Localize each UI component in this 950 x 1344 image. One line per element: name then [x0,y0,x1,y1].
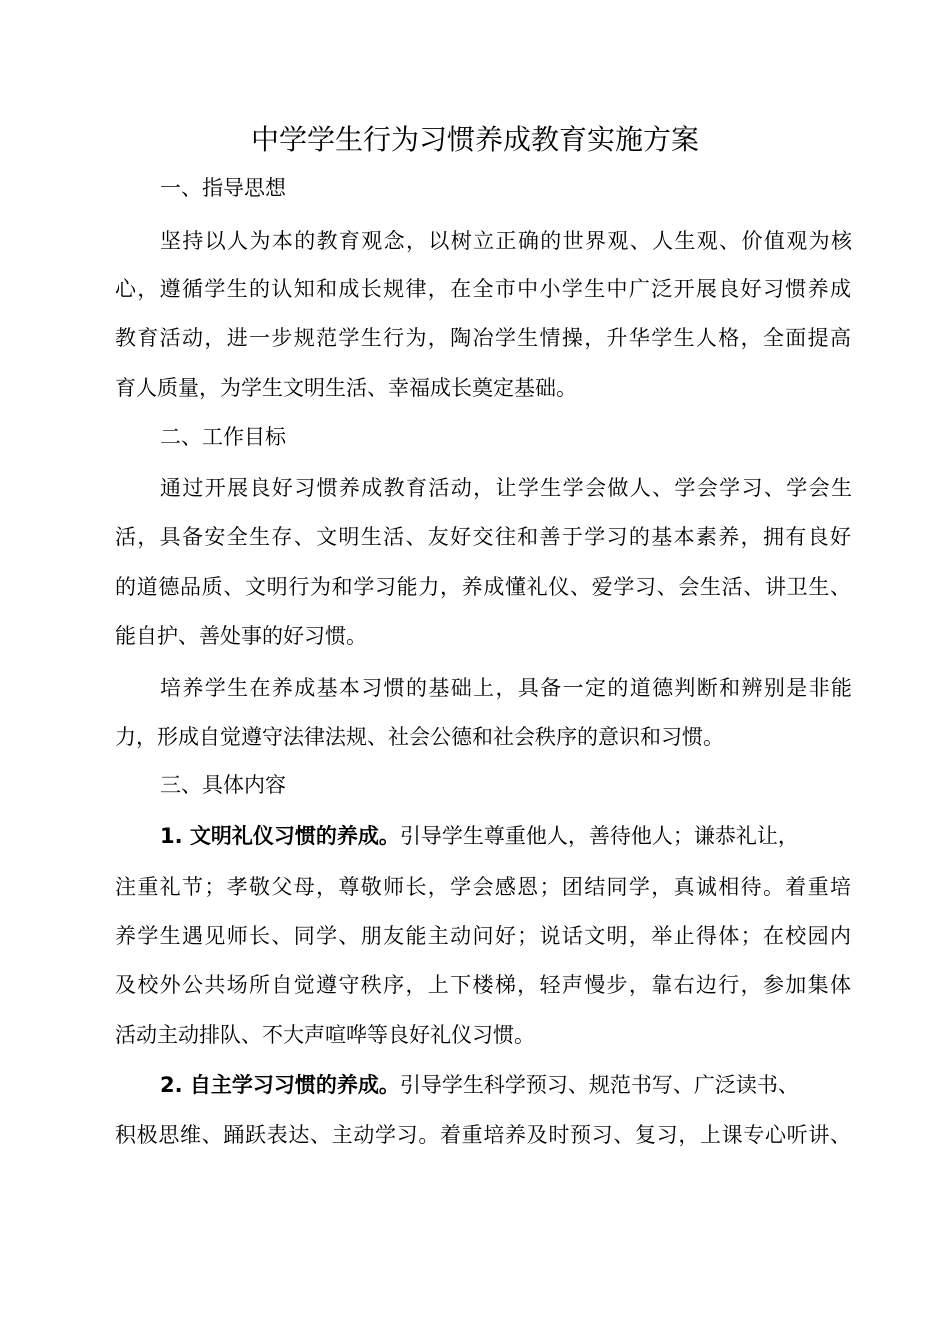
paragraph-line: 注重礼节；孝敬父母，尊敬师长，学会感恩；团结同学，真诚相待。着重培 [115,875,851,899]
paragraph-line: 通过开展良好习惯养成教育活动，让学生学会做人、学会学习、学会生 [160,476,852,500]
paragraph-line: 能自护、善处事的好习惯。 [115,624,367,648]
paragraph-line: 培养学生在养成基本习惯的基础上，具备一定的道德判断和辨别是非能 [160,676,852,700]
item-text: 引导学生科学预习、规范书写、广泛读书、 [399,1073,799,1097]
paragraph-line: 力，形成自觉遵守法律法规、社会公德和社会秩序的意识和习惯。 [115,725,724,749]
document-title: 中学学生行为习惯养成教育实施方案 [250,123,699,156]
item-lead-etiquette: 1. 文明礼仪习惯的养成。 [160,824,400,848]
item-lead-self-study: 2. 自主学习习惯的养成。 [160,1073,400,1097]
item-first-line [160,1070,799,1100]
section-heading-guiding-ideology: 一、指导思想 [160,176,286,200]
paragraph-line: 活动主动排队、不大声喧哗等良好礼仪习惯。 [115,1023,535,1047]
paragraph-line: 积极思维、踊跃表达、主动学习。着重培养及时预习、复习，上课专心听讲、 [115,1123,851,1147]
item-text: 引导学生尊重他人，善待他人；谦恭礼让， [399,824,799,848]
paragraph-line: 育人质量，为学生文明生活、幸福成长奠定基础。 [115,376,577,400]
section-heading-work-goals: 二、工作目标 [160,425,286,449]
section-heading-specific-content: 三、具体内容 [160,773,286,797]
paragraph-line: 心，遵循学生的认知和成长规律，在全市中小学生中广泛开展良好习惯养成 [115,277,851,301]
paragraph-line: 养学生遇见师长、同学、朋友能主动问好；说话文明，举止得体；在校园内 [115,924,851,948]
item-first-line [160,821,799,851]
paragraph-line: 活，具备安全生存、文明生活、友好交往和善于学习的基本素养，拥有良好 [115,525,851,549]
paragraph-line: 及校外公共场所自觉遵守秩序，上下楼梯，轻声慢步，靠右边行，参加集体 [115,973,851,997]
paragraph-line: 教育活动，进一步规范学生行为，陶冶学生情操，升华学生人格，全面提高 [115,326,851,350]
paragraph-line: 的道德品质、文明行为和学习能力，养成懂礼仪、爱学习、会生活、讲卫生、 [115,575,851,599]
paragraph-line: 坚持以人为本的教育观念，以树立正确的世界观、人生观、价值观为核 [160,229,852,253]
